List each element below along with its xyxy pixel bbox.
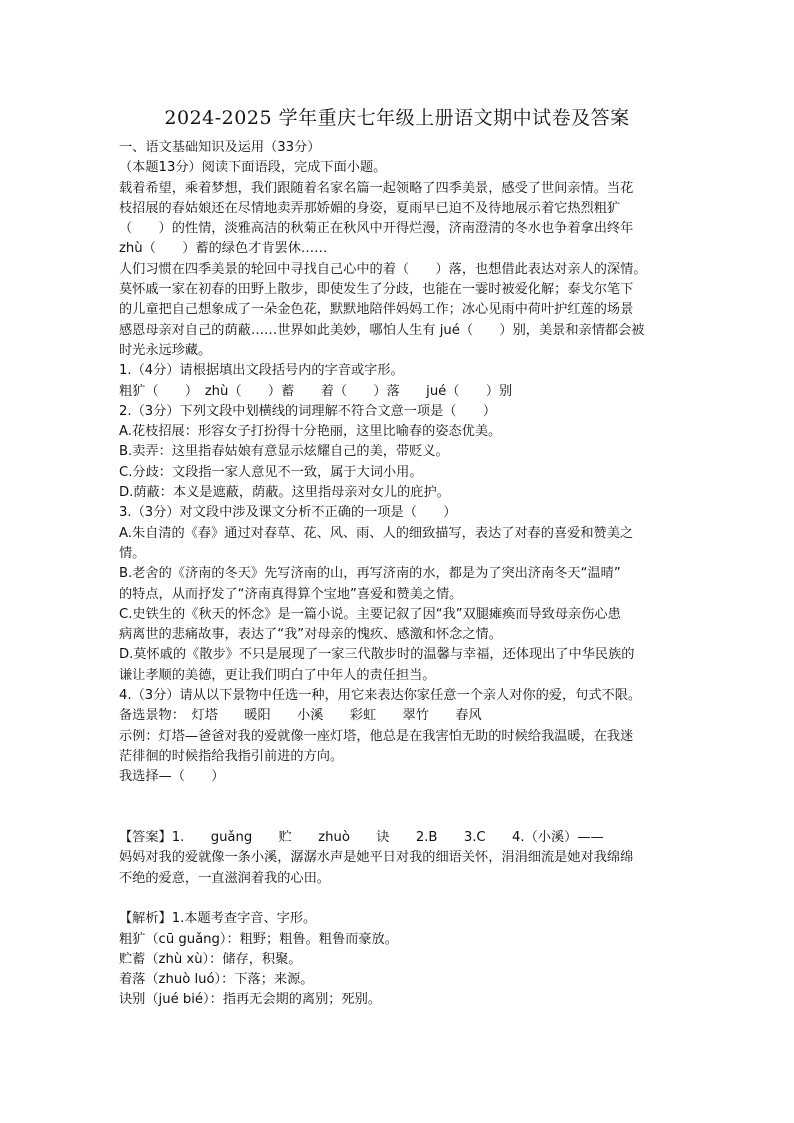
text-line: 谦让孝顺的美德，更让我们明白了中年人的责任担当。 bbox=[119, 667, 436, 683]
text-line: A.朱自清的《春》通过对春草、花、风、雨、人的细致描写，表达了对春的喜爱和赞美之 bbox=[119, 525, 634, 541]
text-line: 载着希望，乘着梦想，我们跟随着名家名篇一起领略了四季美景，感受了世间亲情。当花 bbox=[119, 180, 634, 196]
text-line: 粗犷（ ） zhù（ ）蓄 着（ ）落 jué（ ）别 bbox=[119, 383, 513, 399]
text-line: 【解析】1.本题考查字音、字形。 bbox=[119, 911, 317, 927]
text-line: A.花枝招展：形容女子打扮得十分艳丽，这里比喻春的姿态优美。 bbox=[119, 424, 502, 440]
text-line: D.莫怀戚的《散步》不只是展现了一家三代散步时的温馨与幸福，还体现出了中华民族的 bbox=[119, 647, 635, 663]
document-body bbox=[119, 138, 679, 1011]
text-line: 1.（4分）请根据填出文段括号内的字音或字形。 bbox=[119, 363, 404, 379]
text-line: D.荫蔽：本义是遮蔽，荫蔽。这里指母亲对女儿的庇护。 bbox=[119, 485, 450, 501]
text-line: B.老舍的《济南的冬天》先写济南的山，再写济南的水，都是为了突出济南冬天“温晴” bbox=[119, 566, 621, 582]
blank-line bbox=[119, 808, 679, 828]
text-line: 我选择—（ ） bbox=[119, 769, 225, 785]
text-line: B.卖弄：这里指春姑娘有意显示炫耀自己的美，带贬义。 bbox=[119, 444, 449, 460]
text-line: （ ）的性情，淡雅高洁的秋菊正在秋风中开得烂漫，济南澄清的冬水也争着拿出终年 bbox=[119, 221, 634, 237]
text-line: （本题13分）阅读下面语段，完成下面小题。 bbox=[119, 160, 387, 176]
text-line: 的儿童把自己想象成了一朵金色花，默默地陪伴妈妈工作；冰心见雨中荷叶护红莲的场景 bbox=[119, 302, 634, 318]
text-line: 贮蓄（zhù xù）：储存，积聚。 bbox=[119, 951, 302, 967]
text-line: 病离世的悲痛故事，表达了“我”对母亲的愧疚、感激和怀念之情。 bbox=[119, 627, 502, 643]
blank-line bbox=[119, 788, 679, 808]
text-line: 诀别（jué bié）：指再无会期的离别；死别。 bbox=[119, 992, 382, 1008]
text-line: 2.（3分）下列文段中划横线的词理解不符合文意一项是（ ） bbox=[119, 403, 497, 419]
text-line: zhù（ ）蓄的绿色才肯罢休…… bbox=[119, 241, 328, 257]
text-line: 时光永远珍藏。 bbox=[119, 342, 212, 358]
text-line: 情。 bbox=[119, 545, 146, 561]
text-line: 4.（3分）请从以下景物中任选一种，用它来表达你家任意一个亲人对你的爱，句式不限。 bbox=[119, 688, 642, 704]
text-line: 感恩母亲对自己的荫蔽……世界如此美妙，哪怕人生有 jué（ ）别，美景和亲情都会被 bbox=[119, 322, 645, 338]
blank-line bbox=[119, 889, 679, 909]
text-line: 备选景物： 灯塔 暖阳 小溪 彩虹 翠竹 春风 bbox=[119, 708, 482, 724]
text-line: 莫怀戚一家在初春的田野上散步，即使发生了分歧，也能在一霎时被爱化解；泰戈尔笔下 bbox=[119, 282, 634, 298]
document-title: 2024-2025 学年重庆七年级上册语文期中试卷及答案 bbox=[164, 107, 630, 129]
text-line: 一、语文基础知识及运用（33分） bbox=[119, 140, 321, 155]
text-line: 妈妈对我的爱就像一条小溪，潺潺水声是她平日对我的细语关怀，涓涓细流是她对我绵绵 bbox=[119, 850, 634, 866]
text-line: 不绝的爱意，一直滋润着我的心田。 bbox=[119, 870, 330, 886]
text-line: 示例：灯塔—爸爸对我的爱就像一座灯塔，他总是在我害怕无助的时候给我温暖，在我迷 bbox=[119, 728, 634, 744]
text-line: 茫徘徊的时候指给我指引前进的方向。 bbox=[119, 748, 344, 764]
text-line: 人们习惯在四季美景的轮回中寻找自己心中的着（ ）落，也想借此表达对亲人的深情。 bbox=[119, 261, 647, 277]
text-line: 枝招展的春姑娘还在尽情地卖弄那娇媚的身姿，夏雨早已迫不及待地展示着它热烈粗犷 bbox=[119, 200, 621, 216]
text-line: 【答案】1. guǎng 贮 zhuò 诀 2.B 3.C 4.（小溪）—— bbox=[119, 830, 604, 846]
text-line: 粗犷（cū guǎng）：粗野；粗鲁。粗鲁而豪放。 bbox=[119, 931, 398, 947]
text-line: 3.（3分）对文段中涉及课文分析不正确的一项是（ ） bbox=[119, 505, 457, 521]
text-line: 的特点，从而抒发了“济南真得算个宝地”喜爱和赞美之情。 bbox=[119, 586, 463, 602]
text-line: C.史铁生的《秋天的怀念》是一篇小说。主要记叙了因“我”双腿瘫痪而导致母亲伤心患 bbox=[119, 606, 621, 622]
text-line: 着落（zhuò luó）：下落；来源。 bbox=[119, 972, 314, 988]
text-line: C.分歧：文段指一家人意见不一致，属于大词小用。 bbox=[119, 464, 423, 480]
